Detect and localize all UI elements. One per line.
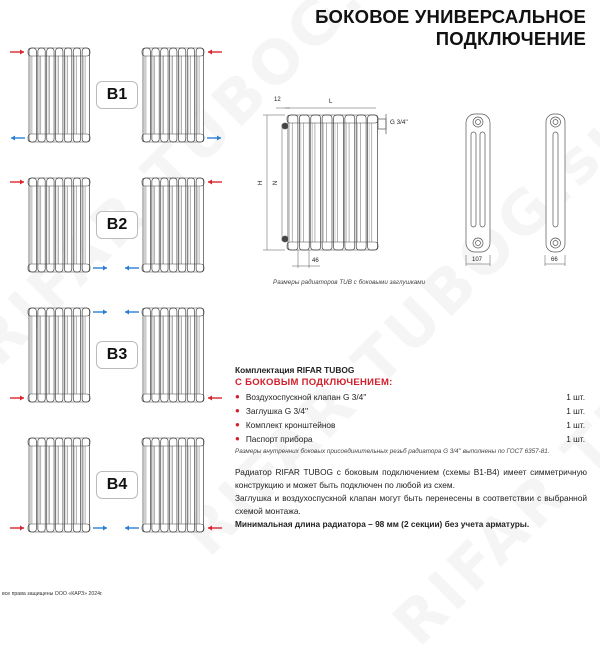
- dim-section: 46: [312, 258, 319, 264]
- bullet-icon: ●: [235, 392, 240, 401]
- dim-thread: G 3/4'': [390, 119, 408, 126]
- scheme-label: B3: [96, 341, 138, 369]
- dim-axis: N: [273, 180, 280, 186]
- kit-item-qty: 1 шт.: [566, 392, 585, 402]
- kit-heading: Комплектация RIFAR TUBOG: [235, 365, 355, 375]
- description: [235, 466, 587, 531]
- kit-item: [235, 420, 585, 430]
- dim-offset: 12: [274, 97, 281, 103]
- drawing-caption: Размеры радиаторов TUB с боковыми заглушками: [273, 279, 426, 286]
- bullet-icon: ●: [235, 406, 240, 415]
- thread-note: Размеры внутренних боковых присоединительных резьб радиатора G 3/4'' выполнены по ГОСТ 6357-81.: [235, 448, 550, 455]
- thread-fitting: [378, 114, 386, 134]
- scheme-label: B4: [96, 471, 138, 499]
- dim-depth-3: 107: [472, 257, 483, 263]
- side-view-3-column: [466, 114, 490, 252]
- kit-item: [235, 406, 585, 416]
- description-min-length: Минимальная длина радиатора – 98 мм (2 секции) без учета арматуры.: [235, 519, 530, 529]
- bullet-icon: ●: [235, 434, 240, 443]
- kit-item-name: Комплект кронштейнов: [245, 420, 336, 430]
- kit-item-qty: 1 шт.: [566, 406, 585, 416]
- kit-subheading: С БОКОВЫМ ПОДКЛЮЧЕНИЕМ:: [235, 377, 393, 388]
- copyright: все права защищены ООО «КАРЗ» 2024г.: [2, 591, 103, 597]
- description-p1: Радиатор RIFAR TUBOG с боковым подключением (схемы B1-B4) имеет симметричную конструкцию и может быть подключен по любой из схем.: [235, 467, 587, 490]
- title-line-2: ПОДКЛЮЧЕНИЕ: [435, 28, 586, 49]
- bullet-icon: ●: [235, 420, 240, 429]
- kit-item: [235, 392, 585, 402]
- dim-length: L: [329, 99, 333, 105]
- scheme-label: B1: [96, 81, 138, 109]
- kit-section: [235, 365, 585, 444]
- kit-item-name: Паспорт прибора: [245, 434, 313, 444]
- kit-item-name: Заглушка G 3/4'': [245, 406, 309, 416]
- title-line-1: БОКОВОЕ УНИВЕРСАЛЬНОЕ: [315, 6, 586, 27]
- scheme-label: B2: [96, 211, 138, 239]
- front-view: [282, 115, 378, 250]
- kit-item: [235, 434, 585, 444]
- dim-height: H: [258, 180, 265, 186]
- kit-item-qty: 1 шт.: [566, 434, 585, 444]
- description-p2: Заглушка и воздухоспускной клапан могут быть перенесены в соответствии с выбранной схемой монтажа.: [235, 493, 587, 516]
- kit-item-qty: 1 шт.: [566, 420, 585, 430]
- dim-depth-2: 66: [551, 257, 558, 263]
- kit-item-name: Воздухоспускной клапан G 3/4'': [245, 392, 367, 402]
- side-view-2-column: [546, 114, 565, 252]
